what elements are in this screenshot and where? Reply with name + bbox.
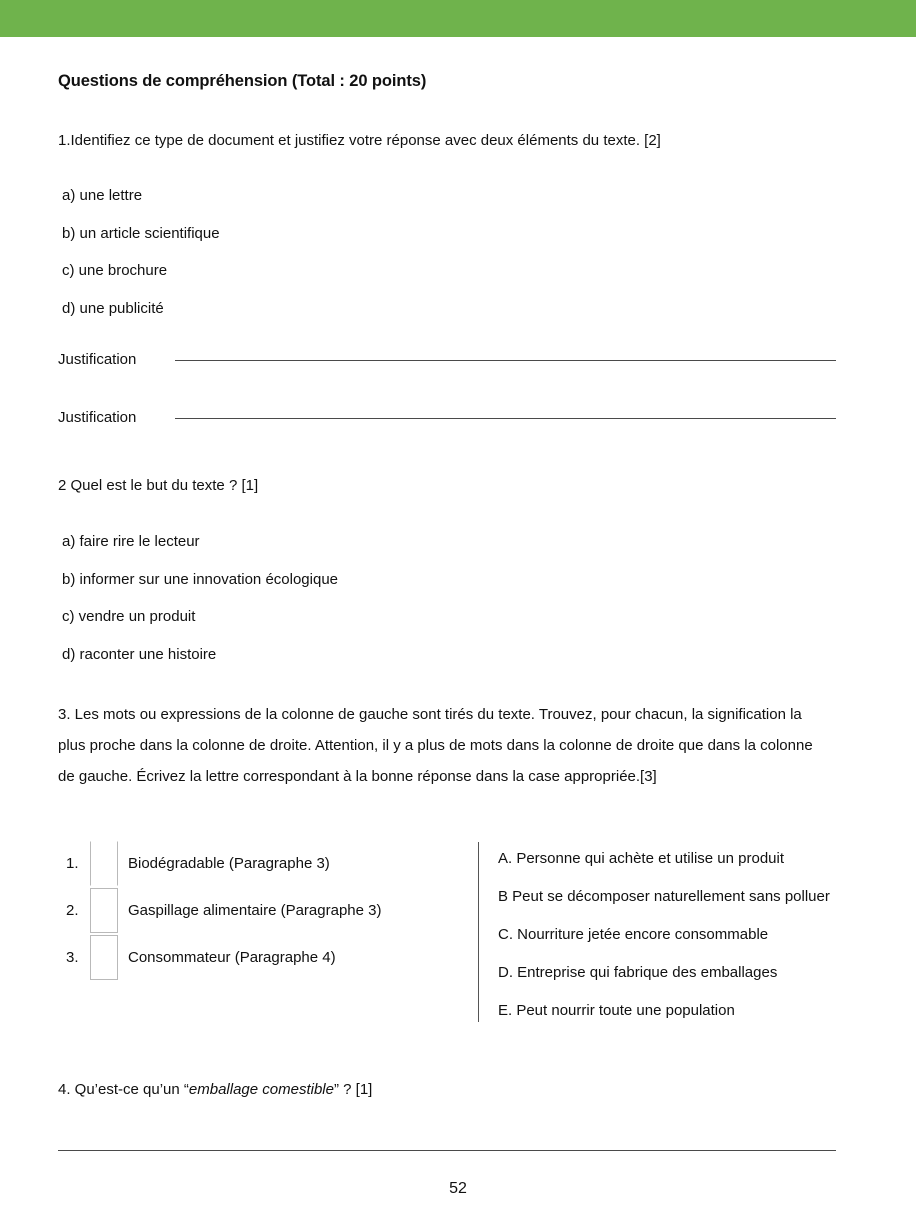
question-1-option-c[interactable]: c) une brochure	[62, 262, 168, 279]
question-1-options	[62, 177, 220, 327]
matching-left-column	[58, 840, 420, 981]
matching-item-number: 3.	[66, 949, 79, 966]
question-4-quoted-term: emballage comestible	[188, 1081, 334, 1098]
justification-row-2	[58, 407, 836, 429]
matching-column-divider	[478, 842, 479, 1022]
question-1-option-a[interactable]: a) une lettre	[62, 187, 143, 204]
question-2-option-a[interactable]: a) faire rire le lecteur	[62, 533, 200, 550]
question-2-stem: 2 Quel est le but du texte ? [1]	[58, 477, 259, 494]
question-2-options	[62, 523, 338, 673]
question-1-stem: 1.Identifiez ce type de document et justifiez votre réponse avec deux éléments du texte. [2]	[58, 132, 661, 149]
justification-row-1	[58, 349, 836, 371]
justification-label-2: Justification	[58, 409, 137, 426]
green-header-band	[0, 0, 916, 37]
matching-option-b[interactable]: B Peut se décomposer naturellement sans polluer	[498, 888, 830, 905]
question-2-option-d[interactable]: d) raconter une histoire	[62, 645, 217, 663]
matching-row	[58, 934, 420, 981]
matching-term-1: Biodégradable (Paragraphe 3)	[128, 855, 330, 872]
question-2-option-c[interactable]: c) vendre un produit	[62, 608, 196, 625]
justification-answer-line-2[interactable]	[175, 418, 836, 419]
matching-answer-box-2[interactable]	[90, 888, 118, 933]
justification-answer-line-1[interactable]	[175, 360, 836, 361]
question-1-option-b[interactable]: b) un article scientifique	[62, 224, 220, 242]
question-4-stem	[58, 1074, 372, 1105]
matching-item-number: 2.	[66, 902, 79, 919]
justification-label-1: Justification	[58, 351, 137, 368]
matching-answer-box-3[interactable]	[90, 935, 118, 980]
page-number: 52	[449, 1180, 467, 1197]
matching-exercise	[58, 840, 848, 1025]
matching-right-column	[498, 840, 848, 1030]
footer-rule	[58, 1150, 836, 1151]
matching-row	[58, 840, 420, 887]
matching-option-e[interactable]: E. Peut nourrir toute une population	[498, 1002, 735, 1019]
question-2-option-b[interactable]: b) informer sur une innovation écologique	[62, 570, 338, 588]
question-4-stem-prefix: 4. Qu’est-ce qu’un “	[58, 1081, 189, 1098]
matching-row	[58, 887, 420, 934]
matching-option-d[interactable]: D. Entreprise qui fabrique des emballages	[498, 964, 778, 981]
matching-item-number: 1.	[66, 855, 79, 872]
matching-term-3: Consommateur (Paragraphe 4)	[128, 949, 336, 966]
matching-answer-box-1[interactable]	[90, 841, 118, 886]
matching-option-c[interactable]: C. Nourriture jetée encore consommable	[498, 926, 769, 943]
matching-option-a[interactable]: A. Personne qui achète et utilise un produit	[498, 850, 785, 867]
matching-term-2: Gaspillage alimentaire (Paragraphe 3)	[128, 902, 382, 919]
question-3-stem: 3. Les mots ou expressions de la colonne de gauche sont tirés du texte. Trouvez, pour chacun, la signification la plus proche dans la colonne de droite. Attention, il y a plus de mots dans la colonne de droite que dans la colonne de gauche. Écrivez la lettre correspondant à la bonne réponse dans la case appropriée.[3]	[58, 706, 813, 785]
question-1-option-d[interactable]: d) une publicité	[62, 299, 164, 317]
question-4-stem-suffix: ” ? [1]	[333, 1081, 373, 1098]
page-title: Questions de compréhension (Total : 20 points)	[58, 72, 427, 90]
